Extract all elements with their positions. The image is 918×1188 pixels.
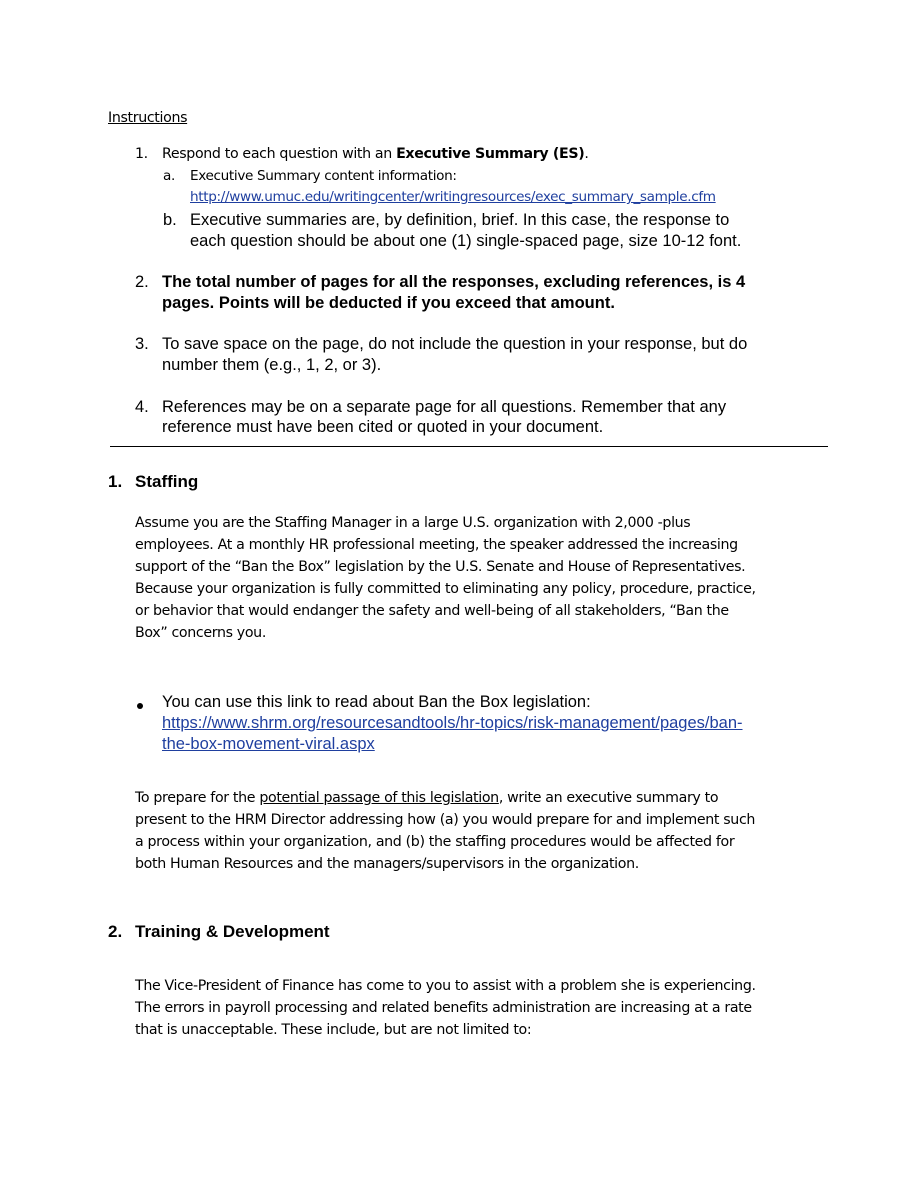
section-1-p1-line1: Assume you are the Staffing Manager in a large U.S. organization with 2,000 -plus [135, 515, 691, 531]
subitem-a-text: Executive Summary content information: [190, 168, 457, 184]
section-1-p1-line5: or behavior that would endanger the safety and well-being of all stakeholders, “Ban the [135, 603, 729, 619]
instruction-2-line1: The total number of pages for all the responses, excluding references, is 4 [162, 273, 746, 291]
section-2-p1-line2: The errors in payroll processing and related benefits administration are increasing at a rate [135, 1000, 752, 1016]
section-1-p1-line2: employees. At a monthly HR professional meeting, the speaker addressed the increasing [135, 537, 738, 553]
instruction-number-2: 2. [135, 273, 149, 291]
section-2-p1-line3: that is unacceptable. These include, but are not limited to: [135, 1022, 532, 1038]
exec-summary-link[interactable]: http://www.umuc.edu/writingcenter/writingresources/exec_summary_sample.cfm [190, 189, 716, 205]
shrm-link-line2[interactable]: the-box-movement-viral.aspx [162, 735, 375, 753]
instruction-3-line1: To save space on the page, do not include the question in your response, but do [162, 335, 748, 353]
section-2-title: Training & Development [135, 922, 330, 941]
section-1-p2-line4: both Human Resources and the managers/supervisors in the organization. [135, 856, 639, 872]
instruction-3-line2: number them (e.g., 1, 2, or 3). [162, 356, 382, 374]
instruction-number-1: 1. [135, 146, 148, 162]
instruction-2-line2: pages. Points will be deducted if you exceed that amount. [162, 294, 615, 312]
section-1-p2-underlined: potential passage of this legislation [259, 790, 499, 806]
instruction-4-line2: reference must have been cited or quoted in your document. [162, 418, 604, 436]
bullet-icon [137, 703, 143, 709]
instruction-1-text: Respond to each question with an [162, 146, 397, 162]
instruction-number-4: 4. [135, 398, 149, 416]
shrm-link-line1[interactable]: https://www.shrm.org/resourcesandtools/hr-topics/risk-management/pages/ban- [162, 714, 743, 732]
section-2-number: 2. [108, 922, 123, 941]
section-1-p2-post: , write an executive summary to [498, 790, 719, 806]
section-divider [110, 446, 828, 447]
subitem-b-line1: Executive summaries are, by definition, brief. In this case, the response to [190, 211, 730, 229]
instruction-4-line1: References may be on a separate page for all questions. Remember that any [162, 398, 727, 416]
section-1-p1-line4: Because your organization is fully committed to eliminating any policy, procedure, practice, [135, 581, 756, 597]
section-1-p2-line2: present to the HRM Director addressing how (a) you would prepare for and implement such [135, 812, 756, 828]
instructions-heading: Instructions [108, 110, 188, 126]
section-1-number: 1. [108, 472, 123, 491]
section-2-p1-line1: The Vice-President of Finance has come to you to assist with a problem she is experiencing. [135, 978, 756, 994]
instruction-1-end: . [584, 146, 589, 162]
section-1-title: Staffing [135, 472, 199, 491]
subitem-letter-b: b. [163, 211, 177, 229]
instruction-item-1 [162, 146, 589, 162]
instruction-1-bold: Executive Summary (ES) [396, 146, 585, 162]
section-1-p1-line6: Box” concerns you. [135, 625, 266, 641]
subitem-letter-a: a. [163, 168, 175, 184]
section-1-p1-line3: support of the “Ban the Box” legislation by the U.S. Senate and House of Representatives. [135, 559, 746, 575]
ban-the-box-bullet-text: You can use this link to read about Ban the Box legislation: [162, 693, 591, 711]
section-1-p2-line3: a process within your organization, and (b) the staffing procedures would be affected for [135, 834, 735, 850]
subitem-b-line2: each question should be about one (1) single-spaced page, size 10-12 font. [190, 232, 742, 250]
section-1-p2-line1 [135, 790, 718, 806]
instruction-number-3: 3. [135, 335, 149, 353]
section-1-p2-pre: To prepare for the [135, 790, 260, 806]
